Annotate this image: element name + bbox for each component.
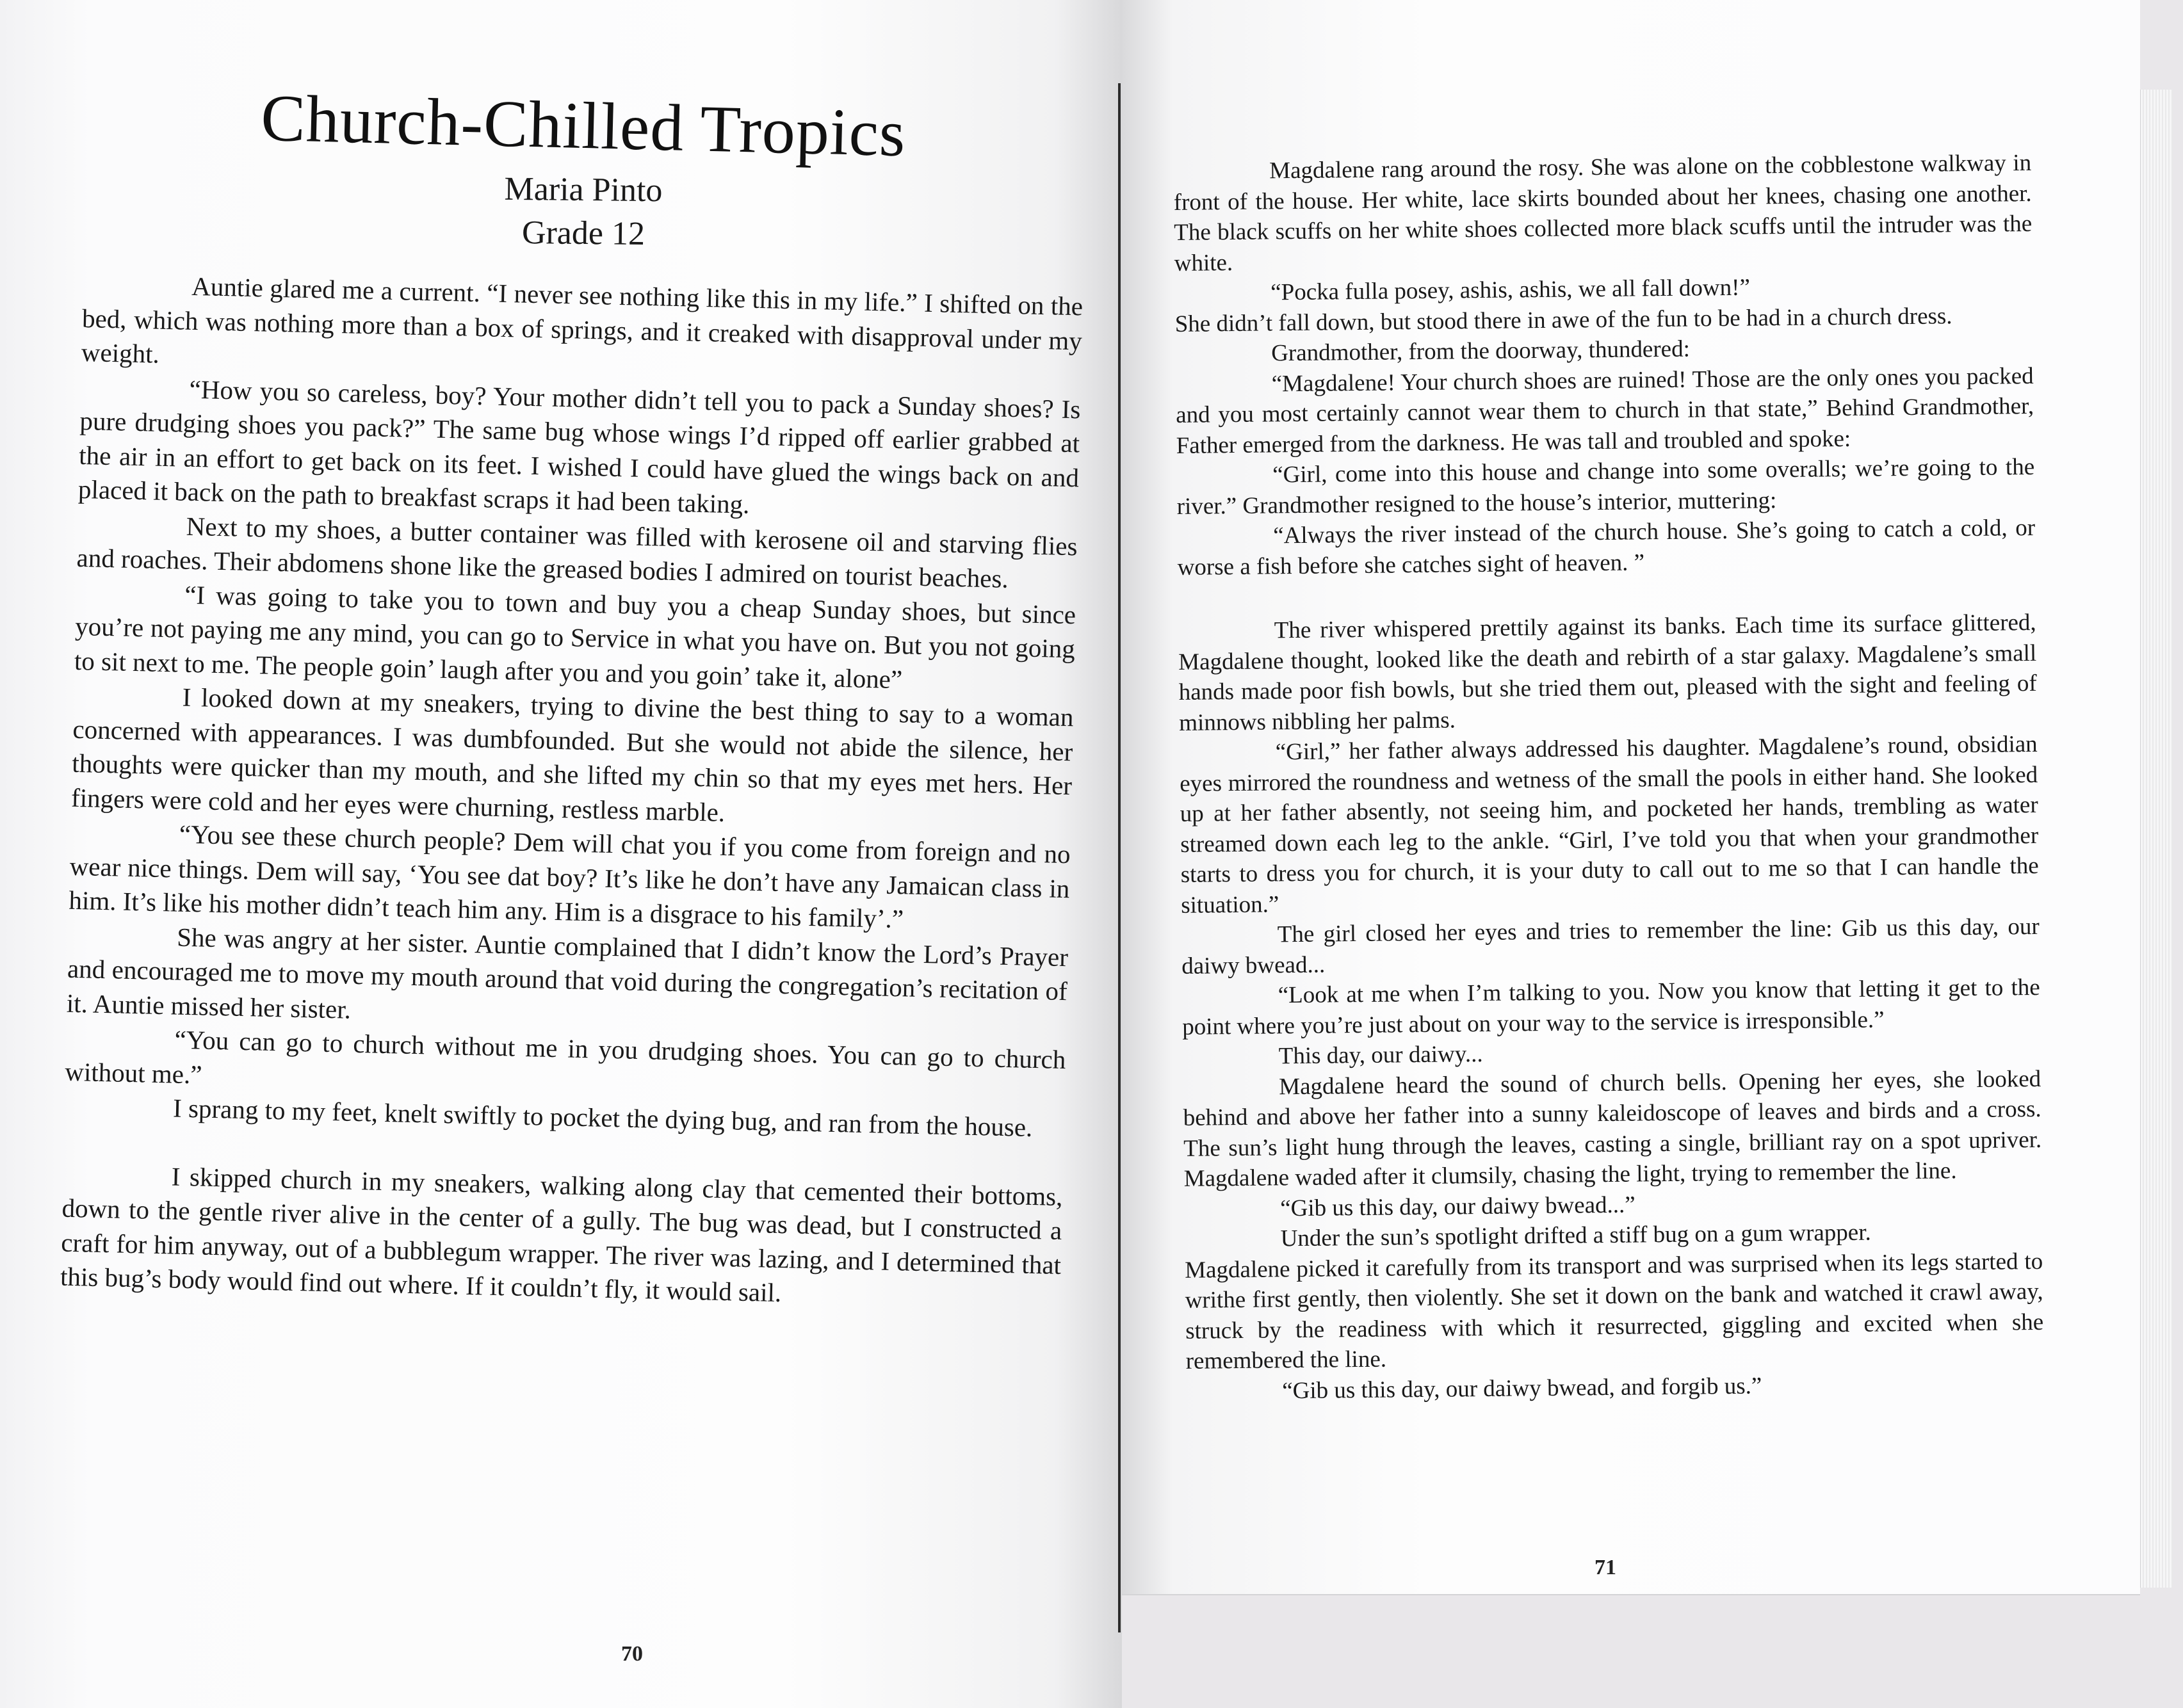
paragraph: Grandmother, from the doorway, thundered:	[1271, 335, 1691, 367]
paragraph: “Magdalene! Your church shoes are ruined! Those are the only ones you packed and you most certainly cannot wear them to church in that state,” Behind Grandmother, Father emerged from the darkness. He was tall and troubled and spoke:	[1176, 362, 2034, 459]
paragraph: The girl closed her eyes and tries to remember the line: Gib us this day, our daiwy bwead...	[1181, 913, 2040, 979]
right-page	[1122, 0, 2140, 1595]
page-number-right: 71	[1595, 1556, 1616, 1579]
paragraph: This day, our daiwy...	[1278, 1041, 1483, 1070]
page-stack-edge	[2140, 90, 2173, 1588]
paragraph: Next to my shoes, a butter container was filled with kerosene oil and starving flies and roaches. Their abdomens shone like the greased bodies I admired on tourist beaches.	[76, 510, 1078, 593]
paragraph: I looked down at my sneakers, trying to divine the best thing to say to a woman concerned with appearances. I was dumbfounded. But she would not abide the silence, her thoughts were quicker than my mouth, and she lifted my chin so that my eyes met hers. Her fingers were cold and her eyes were churning, restless marble.	[70, 682, 1074, 827]
paragraph: Magdalene heard the sound of church bells. Opening her eyes, she looked behind and above her father into a sunny kaleidoscope of leaves and birds and a cross. The sun’s light hung through the leaves, casting a single, brilliant ray on a spot upriver. Magdalene waded after it clumsily, chasing the light, trying to remember the line.	[1183, 1065, 2042, 1192]
paragraph: “Gib us this day, our daiwy bwead, and forgib us.”	[1281, 1372, 1762, 1404]
paragraph: Magdalene rang around the rosy. She was alone on the cobblestone walkway in front of the house. Her white, lace skirts bounded about her knees, chasing one another. The black scuffs on her white shoes collected more black scuffs until the intruder was the white.	[1173, 149, 2033, 277]
paragraph: “Always the river instead of the church house. She’s going to catch a cold, or worse a fish before she catches sight of heaven. ”	[1177, 514, 2036, 581]
author-grade: Grade 12	[521, 214, 645, 252]
paragraph: The river whispered prettily against its banks. Each time its surface glittered, Magdalene thought, looked like the death and rebirth of a star galaxy. Magdalene’s small hands made poor fish bowls, but she tried them out, pleased with the sight and feeling of minnows nibbling her palms.	[1178, 609, 2037, 736]
paragraph: “You can go to church without me in you drudging shoes. You can go to church without me.”	[64, 1024, 1066, 1089]
paragraph: “Gib us this day, our daiwy bwead...”	[1279, 1191, 1635, 1221]
paragraph: “Girl, come into this house and change into some overalls; we’re going to the river.” Grandmother resigned to the house’s interior, muttering:	[1176, 453, 2035, 520]
left-body-text	[60, 267, 1083, 1317]
paragraph: She was angry at her sister. Auntie complained that I didn’t know the Lord’s Prayer and encouraged me to move my mouth around that void during the congregation’s recitation of it. Auntie missed her sister.	[66, 921, 1069, 1024]
paragraph: She didn’t fall down, but stood there in awe of the fun to be had in a church dress.	[1174, 302, 1952, 337]
right-body-text	[1173, 148, 2044, 1407]
story-title: Church-Chilled Tropics	[260, 81, 907, 171]
paragraph: “Look at me when I’m talking to you. Now you know that letting it get to the point where you’re just about on your way to the service is irresponsible.”	[1182, 974, 2040, 1040]
paragraph: “You see these church people? Dem will chat you if you come from foreign and no wear nice things. Dem will say, ‘You see dat boy? It’s like he don’t have any Jamaican class in him. It’s like his mother didn’t teach him any. Him is a disgrace to his family’.”	[69, 819, 1071, 933]
paragraph: I sprang to my feet, knelt swiftly to pocket the dying bug, and ran from the house.	[172, 1093, 1033, 1142]
page-number-left: 70	[621, 1642, 643, 1666]
paragraph: “Girl,” her father always addressed his daughter. Magdalene’s round, obsidian eyes mirrored the roundness and wetness of the small the pools in either hand. She looked up at her father absently, not seeing him, and pocketed her hands, trembling as water streamed down each leg to the ankle. “Girl, I’ve told you that when your grandmother starts to dress you for church, it is your duty to call out to me so that I can handle the situation.”	[1180, 730, 2039, 919]
author-name: Maria Pinto	[504, 170, 663, 209]
paragraph: “Pocka fulla posey, ashis, ashis, we all fall down!”	[1270, 274, 1751, 306]
page-gutter	[1118, 83, 1121, 1632]
paragraph: Magdalene picked it carefully from its transport and was surprised when its legs started to writhe first gently, then violently. She set it down on the bank and watched it crawl away, struck by the readiness with which it resurrected, giggling and excited when she remembered the line.	[1184, 1248, 2044, 1374]
paragraph: I skipped church in my sneakers, walking along clay that cemented their bottoms, down to the gentle river alive in the center of a gully. The bug was dead, but I constructed a craft for him anyway, out of a bubblegum wrapper. The river was lazing, and I determined that this bug’s body would find out where. If it couldn’t fly, it would sail.	[60, 1161, 1063, 1307]
paragraph: “I was going to take you to town and buy you a cheap Sunday shoes, but since you’re not paying me any mind, you can go to Service in what you have on. But you not going to sit next to me. The people goin’ laugh after you and you goin’ take it, alone”	[74, 579, 1076, 694]
paragraph: Under the sun’s spotlight drifted a stiff bug on a gum wrapper.	[1280, 1219, 1871, 1252]
paragraph: Auntie glared me a current. “I never see nothing like this in my life.” I shifted on the bed, which was nothing more than a box of springs, and it creaked with disapproval under my weight.	[81, 271, 1083, 369]
paragraph: “How you so careless, boy? Your mother didn’t tell you to pack a Sunday shoes? Is pure drudging shoes you pack?” The same bug whose wings I’d ripped off earlier grabbed at the air in an effort to get back on its feet. I wished I could have glued the wings back on and placed it back on the path to breakfast scraps it had been taking.	[77, 373, 1081, 519]
